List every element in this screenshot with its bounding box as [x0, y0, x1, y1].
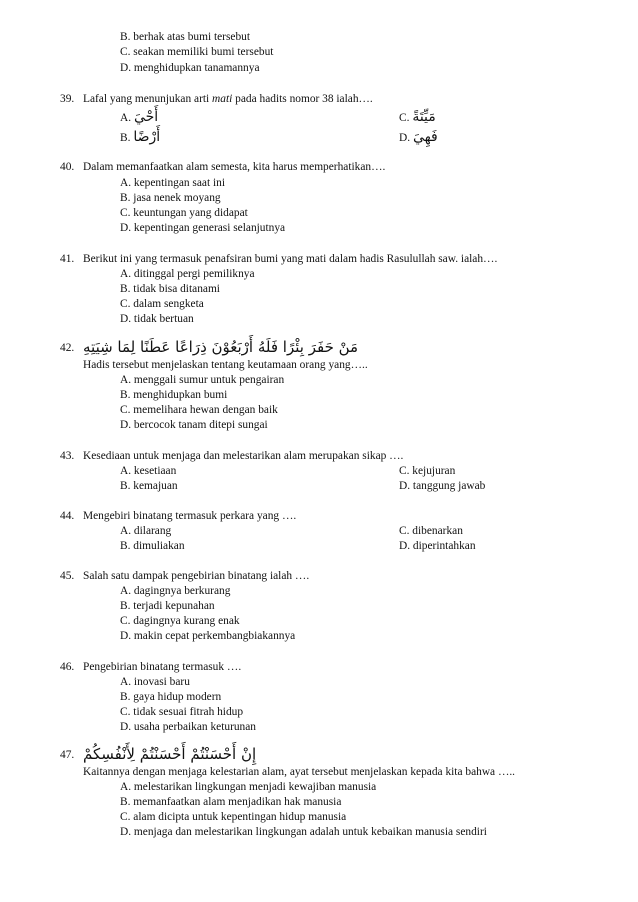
q44-option-c: C. dibenarkan — [399, 525, 463, 537]
q47-option-a: A. melestarikan lingkungan menjadi kewajiban manusia — [120, 781, 377, 793]
q41-option-d: D. tidak bertuan — [120, 313, 194, 325]
q46-option-b: B. gaya hidup modern — [120, 691, 222, 703]
q40-option-d: D. kepentingan generasi selanjutnya — [120, 222, 286, 234]
q45-stem: Salah satu dampak pengebirian binatang ialah …. — [83, 570, 310, 582]
q39-stem — [83, 92, 373, 106]
q42-option-b: B. menghidupkan bumi — [120, 389, 228, 401]
q40-option-a: A. kepentingan saat ini — [120, 177, 226, 189]
q41-number: 41. — [60, 253, 75, 265]
q43-stem: Kesediaan untuk menjaga dan melestarikan alam merupakan sikap …. — [83, 450, 404, 462]
q38-option-b: B. berhak atas bumi tersebut — [120, 31, 251, 43]
q39-option-d-label: D. — [399, 132, 411, 144]
q46-number: 46. — [60, 661, 75, 673]
q41-stem: Berikut ini yang termasuk penafsiran bumi yang mati dalam hadis Rasulullah saw. ialah…. — [83, 253, 498, 265]
q39-option-b-label: B. — [120, 132, 131, 144]
q45-number: 45. — [60, 570, 75, 582]
q42-option-d: D. bercocok tanam ditepi sungai — [120, 419, 268, 431]
q47-stem: Kaitannya dengan menjaga kelestarian alam, ayat tersebut menjelaskan kepada kita bahwa ….. — [83, 766, 516, 778]
q44-number: 44. — [60, 510, 75, 522]
q39-number: 39. — [60, 93, 75, 105]
q40-option-c: C. keuntungan yang didapat — [120, 207, 248, 219]
q39-option-c — [399, 110, 436, 125]
q43-option-d: D. tanggung jawab — [399, 480, 486, 492]
q46-option-d: D. usaha perbaikan keturunan — [120, 721, 257, 733]
q47-option-c: C. alam dicipta untuk kepentingan hidup manusia — [120, 811, 347, 823]
q42-option-a: A. menggali sumur untuk pengairan — [120, 374, 285, 386]
q46-option-a: A. inovasi baru — [120, 676, 190, 688]
q39-option-d — [399, 130, 438, 145]
q39-option-a-label: A. — [120, 112, 132, 124]
q46-stem: Pengebirian binatang termasuk …. — [83, 661, 242, 673]
q39-stem-part2: pada hadits nomor 38 ialah…. — [232, 93, 373, 105]
q43-option-a: A. kesetiaan — [120, 465, 177, 477]
q45-option-c: C. dagingnya kurang enak — [120, 615, 240, 627]
q39-stem-italic: mati — [212, 93, 233, 105]
q39-option-a — [120, 110, 158, 125]
q47-arabic-verse: إِنْ أَحْسَنْتُمْ أَحْسَنْتُمْ لِأَنْفُسِكُمْ — [83, 745, 257, 763]
q39-option-d-arabic: فَهِيَ — [412, 129, 438, 145]
q41-option-b: B. tidak bisa ditanami — [120, 283, 220, 295]
q39-option-a-arabic: أَحْيَ — [133, 109, 159, 125]
q38-option-c: C. seakan memiliki bumi tersebut — [120, 46, 274, 58]
q39-option-c-arabic: مَيِّتَةً — [412, 109, 436, 125]
q47-option-d: D. menjaga dan melestarikan lingkungan adalah untuk kebaikan manusia sendiri — [120, 826, 487, 838]
q42-option-c: C. memelihara hewan dengan baik — [120, 404, 278, 416]
q47-option-b: B. memanfaatkan alam menjadikan hak manusia — [120, 796, 342, 808]
q39-option-b-arabic: أَرْضًا — [133, 129, 161, 145]
q45-option-a: A. dagingnya berkurang — [120, 585, 231, 597]
q42-arabic-hadith: مَنْ حَفَرَ بِئْرًا فَلَهُ أَرْبَعُوْنَ ذِرَاعًا عَطَنًا لِمَا شِيَتِهِ — [83, 338, 359, 356]
q41-option-c: C. dalam sengketa — [120, 298, 204, 310]
q46-option-c: C. tidak sesuai fitrah hidup — [120, 706, 244, 718]
q38-option-d: D. menghidupkan tanamannya — [120, 62, 260, 74]
q40-option-b: B. jasa nenek moyang — [120, 192, 221, 204]
q39-stem-part1: Lafal yang menunjukan arti — [83, 93, 213, 105]
q40-stem: Dalam memanfaatkan alam semesta, kita harus memperhatikan…. — [83, 161, 386, 173]
q39-option-c-label: C. — [399, 112, 410, 124]
q45-option-d: D. makin cepat perkembangbiakannya — [120, 630, 296, 642]
q42-stem: Hadis tersebut menjelaskan tentang keutamaan orang yang….. — [83, 359, 368, 371]
q41-option-a: A. ditinggal pergi pemiliknya — [120, 268, 255, 280]
q43-option-b: B. kemajuan — [120, 480, 178, 492]
q43-option-c: C. kejujuran — [399, 465, 456, 477]
q44-option-a: A. dilarang — [120, 525, 172, 537]
q39-option-b — [120, 130, 160, 145]
q44-option-b: B. dimuliakan — [120, 540, 185, 552]
q45-option-b: B. terjadi kepunahan — [120, 600, 215, 612]
q47-number: 47. — [60, 749, 75, 761]
q42-number: 42. — [60, 342, 75, 354]
q40-number: 40. — [60, 161, 75, 173]
q44-option-d: D. diperintahkan — [399, 540, 476, 552]
q44-stem: Mengebiri binatang termasuk perkara yang …. — [83, 510, 297, 522]
q43-number: 43. — [60, 450, 75, 462]
